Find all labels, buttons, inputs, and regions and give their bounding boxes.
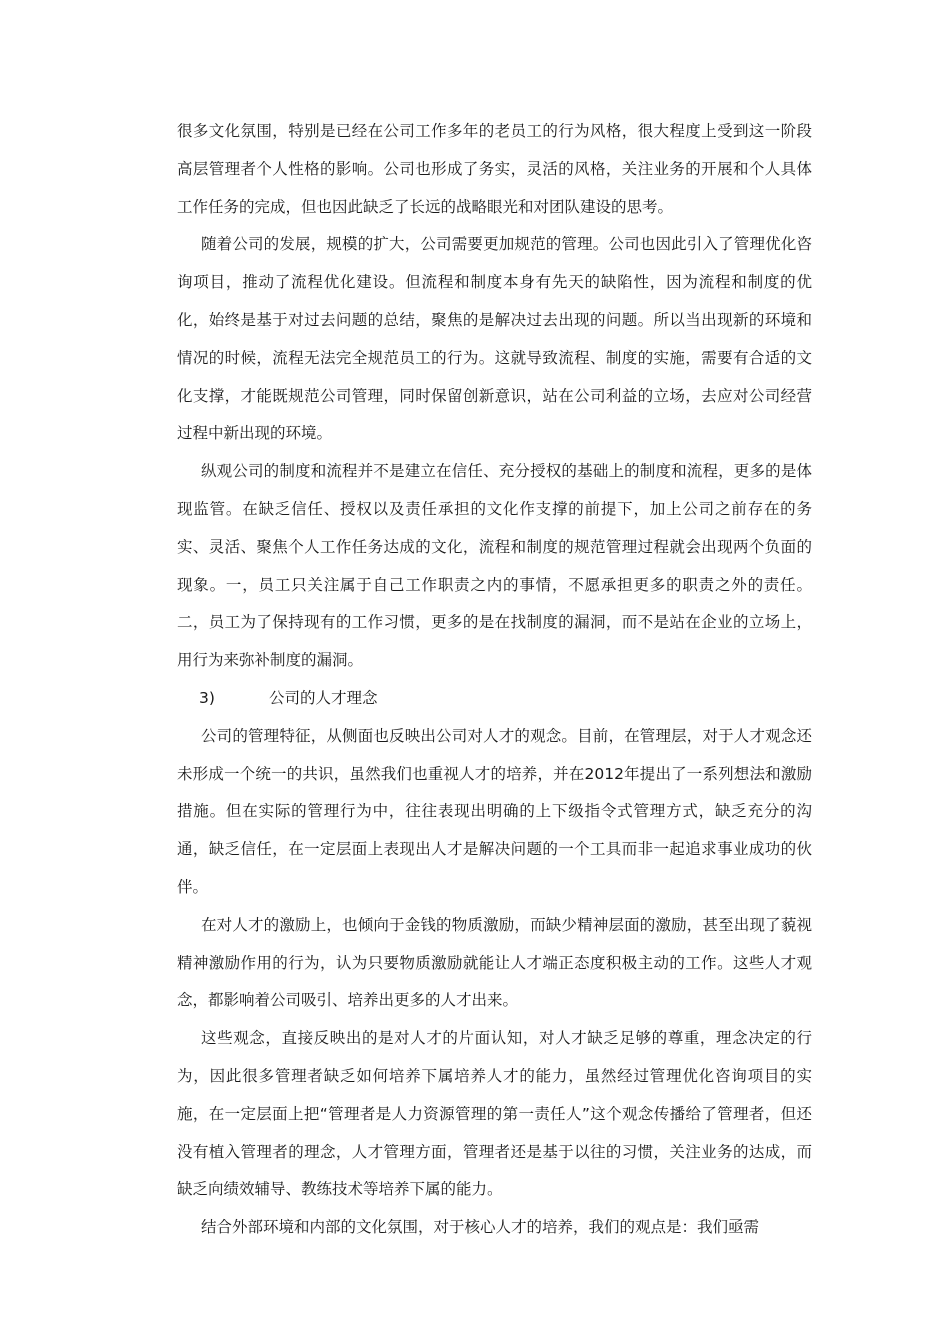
document-body [177, 113, 812, 1247]
body-paragraph: 纵观公司的制度和流程并不是建立在信任、充分授权的基础上的制度和流程，更多的是体现监管。在缺乏信任、授权以及责任承担的文化作支撑的前提下，加上公司之前存在的务实、灵活、聚焦个人工作任务达成的文化，流程和制度的规范管理过程就会出现两个负面的现象。一，员工只关注属于自己工作职责之内的事情，不愿承担更多的职责之外的责任。二，员工为了保持现有的工作习惯，更多的是在找制度的漏洞，而不是站在企业的立场上，用行为来弥补制度的漏洞。 [177, 462, 812, 670]
body-paragraph: 公司的管理特征，从侧面也反映出公司对人才的观念。目前，在管理层，对于人才观念还未形成一个统一的共识，虽然我们也重视人才的培养，并在2012年提出了一系列想法和激励措施。但在实际的管理行为中，往往表现出明确的上下级指令式管理方式，缺乏充分的沟通，缺乏信任，在一定层面上表现出人才是解决问题的一个工具而非一起追求事业成功的伙伴。 [177, 726, 812, 896]
body-paragraph: 随着公司的发展，规模的扩大，公司需要更加规范的管理。公司也因此引入了管理优化咨询项目，推动了流程优化建设。但流程和制度本身有先天的缺陷性，因为流程和制度的优化，始终是基于对过去问题的总结，聚焦的是解决过去出现的问题。所以当出现新的环境和情况的时候，流程无法完全规范员工的行为。这就导致流程、制度的实施，需要有合适的文化支撑，才能既规范公司管理，同时保留创新意识，站在公司利益的立场，去应对公司经营过程中新出现的环境。 [177, 235, 812, 443]
section-heading-number: 3) [199, 688, 215, 707]
body-paragraph: 这些观念，直接反映出的是对人才的片面认知，对人才缺乏足够的尊重，理念决定的行为，因此很多管理者缺乏如何培养下属培养人才的能力，虽然经过管理优化咨询项目的实施，在一定层面上把“管理者是人力资源管理的第一责任人”这个观念传播给了管理者，但还没有植入管理者的理念，人才管理方面，管理者还是基于以往的习惯，关注业务的达成，而缺乏向绩效辅导、教练技术等培养下属的能力。 [177, 1029, 812, 1199]
body-paragraph: 很多文化氛围，特别是已经在公司工作多年的老员工的行为风格，很大程度上受到这一阶段高层管理者个人性格的影响。公司也形成了务实，灵活的风格，关注业务的开展和个人具体工作任务的完成，但也因此缺乏了长远的战略眼光和对团队建设的思考。 [177, 122, 812, 216]
body-paragraph: 在对人才的激励上，也倾向于金钱的物质激励，而缺少精神层面的激励，甚至出现了藐视精神激励作用的行为，认为只要物质激励就能让人才端正态度积极主动的工作。这些人才观念，都影响着公司吸引、培养出更多的人才出来。 [177, 915, 812, 1010]
section-heading [177, 680, 812, 718]
body-paragraph: 结合外部环境和内部的文化氛围，对于核心人才的培养，我们的观点是：我们亟需 [201, 1218, 760, 1237]
section-heading-title: 公司的人才理念 [269, 688, 378, 707]
